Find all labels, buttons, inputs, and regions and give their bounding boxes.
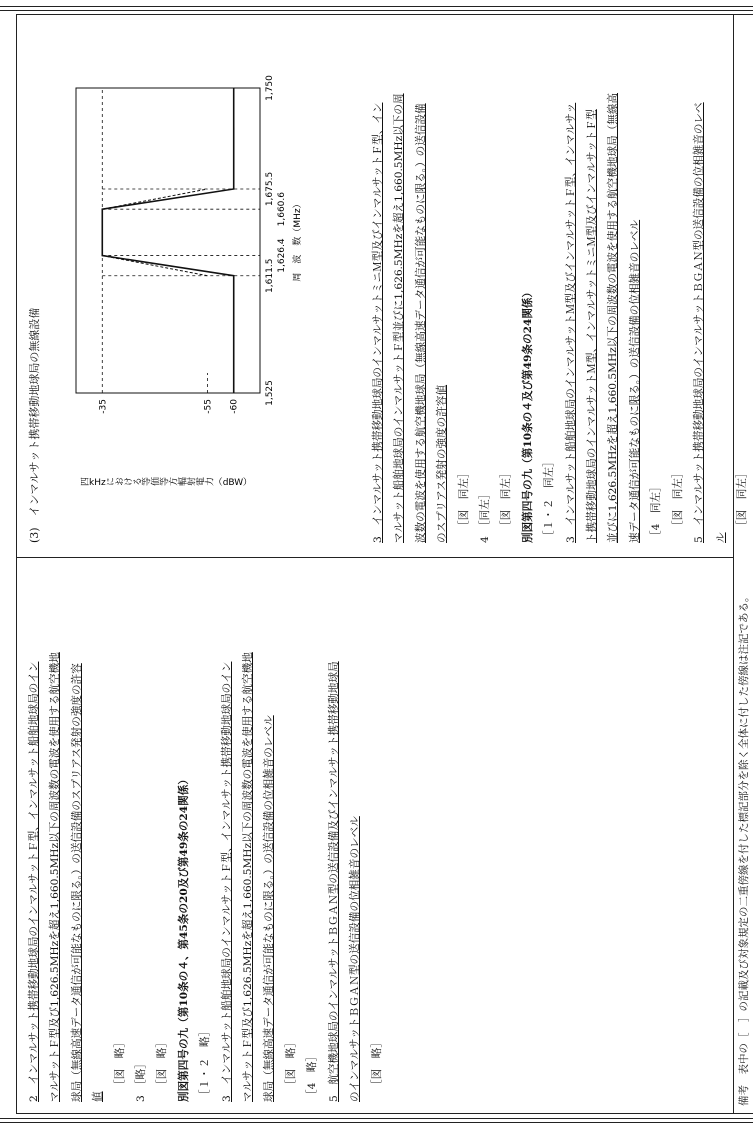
column-revised bbox=[16, 558, 733, 1114]
left-line: 球局（無線高速データ通信が可能なものに限る。）の送信設備のスプリアス発射の強度の許容 bbox=[70, 663, 83, 1102]
left-line: 3 ［略］ bbox=[135, 1058, 148, 1102]
right-line: ［図 同左］ bbox=[457, 467, 470, 531]
emission-mask-line bbox=[102, 88, 233, 393]
right-line: マルサット船舶地球局のインマルサットＦ型並びに1,626.5MHzを超え1,660.5MHz以下の周 bbox=[393, 93, 406, 543]
right-line: 3 インマルサット船舶地球局のインマルサットＭ型及びインマルサットＦ型、インマルサッ bbox=[564, 102, 577, 543]
x-tick-label: 1,525 bbox=[265, 380, 275, 406]
y-tick-label: -55 bbox=[203, 399, 214, 414]
x-tick-label: 1,660.6 bbox=[277, 192, 287, 227]
top-rule-inner bbox=[0, 10, 753, 11]
spurious-emission-chart bbox=[50, 23, 360, 543]
y-axis-label: 四kHzにおける等価等方輻射電力（dBW） bbox=[80, 478, 253, 488]
right-line: 5 インマルサット携帯移動地球局のインマルサットＢＧＡＮ型の送信設備の位相雑音のレベ bbox=[693, 102, 706, 543]
plot-area bbox=[76, 88, 260, 393]
right-line: 並びに1,626.5MHzを超え1,660.5MHz以下の周波数の電波を使用する航空機地球局（無線高 bbox=[607, 92, 620, 543]
right-line: ［4 同左］ bbox=[650, 481, 663, 541]
left-line: 5 航空機地球局のインマルサットＢＧＡＮ型の送信設備及びインマルサット携帯移動地球局 bbox=[327, 661, 340, 1102]
left-line: 3 インマルサット船舶地球局のインマルサットＦ型、インマルサット携帯移動地球局のイン bbox=[220, 661, 233, 1102]
rotated-table bbox=[16, 14, 753, 1114]
left-line: ［図 略］ bbox=[370, 1037, 383, 1090]
right-line: 速データ通信が可能なものに限る。）の送信設備の位相雑音のレベル bbox=[628, 219, 641, 543]
left-line: ［図 略］ bbox=[156, 1037, 169, 1090]
chart-caption: (3) インマルサット携帯移動地球局の無線設備 bbox=[28, 307, 41, 543]
right-line: ル bbox=[714, 532, 727, 543]
left-line: ［図 略］ bbox=[113, 1037, 126, 1090]
right-line: 3 インマルサット携帯移動地球局のインマルサットミニＭ型及びインマルサットＦ型、イン bbox=[372, 102, 384, 543]
remarks-note: 備考 表中の［ ］の記載及び対象規定の二重傍線を付した標記部分を除く全体に付した傍線は注記である。 bbox=[733, 14, 753, 1114]
right-line: のスプリアス発射の強度の許容値 bbox=[436, 384, 449, 543]
chart-svg bbox=[50, 23, 360, 543]
right-line: ［１・２ 同左］ bbox=[543, 456, 556, 541]
right-line: ［図 同左］ bbox=[671, 467, 684, 531]
left-line: 2 インマルサット携帯移動地球局のインマルサットＦ型、インマルサット船舶地球局のイン bbox=[28, 661, 40, 1102]
top-rule bbox=[0, 6, 753, 7]
x-tick-label: 1,750 bbox=[265, 75, 275, 101]
y-tick-label: -35 bbox=[98, 399, 109, 414]
x-tick-label: 1,611.5 bbox=[265, 258, 275, 293]
left-line: ［図 略］ bbox=[284, 1037, 297, 1090]
emission-mask-line bbox=[102, 189, 207, 276]
left-line: マルサットＦ型及び1,626.5MHzを超え1,660.5MHz以下の周波数の電波を使用する航空機地 bbox=[242, 652, 255, 1102]
bottom-rule bbox=[0, 1118, 753, 1119]
column-current bbox=[16, 14, 748, 558]
left-line: マルサットＦ型及び1,626.5MHzを超え1,660.5MHz以下の周波数の電波を使用する航空機地 bbox=[49, 652, 62, 1102]
left-line: ［4 略］ bbox=[306, 1050, 319, 1100]
left-line: ［１・２ 略］ bbox=[199, 1025, 212, 1100]
bottom-rule-outer bbox=[0, 1122, 753, 1123]
left-line: 値 bbox=[92, 1091, 105, 1102]
x-axis-label: 周 波 数（MHz） bbox=[293, 199, 303, 282]
left-line: のインマルサットＢＧＡＮ型の送信設備の位相雑音のレベル bbox=[349, 816, 362, 1102]
right-heading: 別図第四号の九（第10条の４及び第49条の24関係） bbox=[521, 286, 534, 543]
right-line: ［図 同左］ bbox=[735, 467, 748, 531]
right-line: ［図 同左］ bbox=[500, 467, 513, 531]
x-tick-label: 1,626.4 bbox=[277, 238, 287, 273]
right-line: ト携帯移動地球局のインマルサットＭ型、インマルサットミニＭ型及びインマルサットＦ型 bbox=[586, 109, 599, 543]
left-line: 球局（無線高速データ通信が可能なものに限る。）の送信設備の位相雑音のレベル bbox=[263, 715, 276, 1102]
right-line: 波数の電波を使用する航空機地球局（無線高速データ通信が可能なものに限る。）の送信設備 bbox=[414, 103, 427, 543]
right-line: 4 ［同左］ bbox=[479, 488, 492, 543]
x-tick-label: 1,675.5 bbox=[265, 171, 275, 207]
left-heading: 別図第四号の九（第10条の４、第45条の20及び第49条の24関係） bbox=[177, 774, 190, 1102]
y-tick-label: -60 bbox=[229, 399, 240, 414]
